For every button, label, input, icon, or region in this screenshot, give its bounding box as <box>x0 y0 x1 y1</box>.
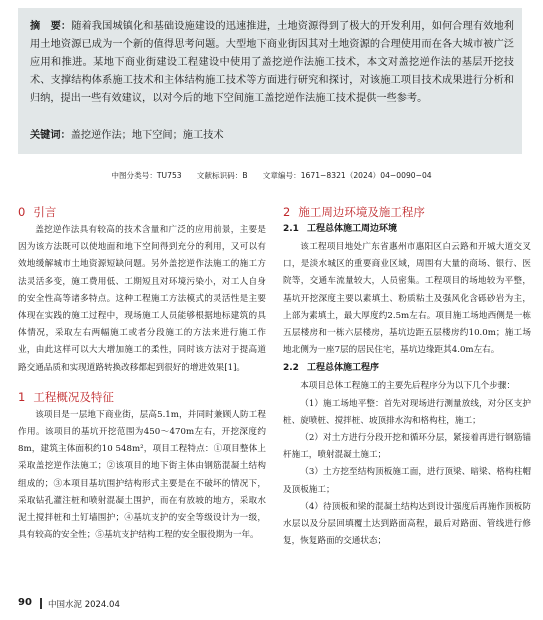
procedure-step: （4）待顶板和梁的混凝土结构达到设计强度后再施作顶板防水层以及分层回填覆土达到路面高程，最后对路面、管线进行修复，恢复路面的交通状态； <box>283 501 531 547</box>
keywords-label: 关键词： <box>30 130 71 141</box>
abstract <box>30 18 514 108</box>
section-0-title: 引言 <box>33 205 57 219</box>
procedure-step: （1）施工场地平整：首先对现场进行测量放线，对分区支护桩、旋喷桩、搅拌桩、坡顶排水沟和格构柱，施工； <box>283 398 531 426</box>
section-2-2-number: 2.2 <box>283 363 299 374</box>
procedure-step: （2）对土方进行分段开挖和循环分层，紧接着再进行钢筋锚杆施工，喷射混凝土施工； <box>283 433 531 461</box>
footer-divider <box>40 598 42 609</box>
section-2-1-number: 2.1 <box>283 224 299 234</box>
keywords <box>30 128 514 144</box>
spacer <box>18 377 266 389</box>
section-1-number: 1 <box>18 389 26 404</box>
keywords-text: 盖挖逆作法；地下空间；施工技术 <box>70 130 224 141</box>
intro-paragraph: 盖挖逆作法具有较高的技术含量和广泛的应用前景，主要是因为该方法既可以使地面和地下空间得到充分的利用，又可以有效地缓解城市土地资源短缺问题。另外盖挖逆作法施工的施工方法灵活多变，施工费用低、工期短且对环境污染小，对工人自身的安全性高等诸多特点。这种工程施工方法模式的灵活性是主要体现在实践的施工过程中，现场施工人员能够根据地标建筑的具体情况，采取左右两幅施工或者分段施工的方法来进行施工作业，由此这样可以大大增加施工的柔性，同时该方法对于提高道路交通品质和实现道路转换改移都起到很好的增进效果[1]。 <box>18 225 266 373</box>
page-footer <box>18 594 528 614</box>
section-0-heading <box>18 204 266 220</box>
section-2-1-heading <box>283 222 531 237</box>
classification-line: 中图分类号：TU753 文献标识码：B 文章编号：1671−8321（2024）04−0090−04 <box>111 171 432 180</box>
left-column <box>18 204 266 544</box>
section-2-title: 施工周边环境及施工程序 <box>298 205 425 219</box>
environment-paragraph: 该工程项目地处广东省惠州市惠阳区白云路和开城大道交叉口，是淡水城区的重要商业区域，周围有大量的商场、银行、医院等，交通车流量较大，人员密集。工程项目的场地较为平整，基坑开挖深度主要以素填土、粉质粘土及强风化含砾砂岩为主，上部为素填土，最大厚度约2.5m左右。项目施工场地西侧是一栋五层楼房和一栋六层楼房，基坑边距五层楼房约10.0m；施工场地北侧为一座7层的居民住宅，基坑边缘距其4.0m左右。 <box>283 242 531 356</box>
section-2-2-heading <box>283 361 531 376</box>
section-2-number: 2 <box>283 205 291 219</box>
procedure-step: （3）土方挖至结构顶板施工面，进行顶梁、暗梁、格构柱帽及顶板施工； <box>283 467 531 495</box>
journal-name: 中国水泥 2024.04 <box>48 600 120 610</box>
page-number: 90 <box>18 597 32 608</box>
procedure-intro: 本项目总体工程施工的主要先后程序分为以下几个步骤： <box>300 381 516 392</box>
section-1-heading <box>18 389 266 405</box>
section-2-1-title: 工程总体施工周边环境 <box>306 224 397 234</box>
section-2-heading <box>283 204 531 220</box>
overview-paragraph: 该项目是一层地下商业街，层高5.1m，并同时兼顾人防工程作用。该项目的基坑开挖范围为450～470m左右，开挖深度约8m，建筑主体面积约10 548m²，项目工程特点：①项目整体上采取盖挖逆作法施工；②该项目的地下街主体由钢筋混凝土结构组成的；③本项目基坑围护结构形式主要是在不破坏的情况下，采取钻孔灌注桩和喷射混凝土围护，而在有放坡的地方，采取水泥土搅拌桩和土钉墙围护；④基坑支护的安全等级设计为一级，具有较高的安全性；⑤基坑支护结构工程的安全服役期为一年。 <box>18 409 266 541</box>
abstract-label: 摘 要： <box>30 21 72 32</box>
section-1-title: 工程概况及特征 <box>33 389 114 404</box>
right-column <box>283 204 531 550</box>
section-0-number: 0 <box>18 205 26 219</box>
abstract-text: 随着我国城镇化和基础设施建设的迅速推进，土地资源得到了极大的开发利用，如何合理有效地利用土地资源已成为一个新的值得思考问题。大型地下商业街因其对土地资源的合理使用而在各大城市被广泛应用和推进。某地下商业街建设工程建设中使用了盖挖逆作法施工技术，本文对盖挖逆作法的基层开挖技术、支撑结构体系施工技术和主体结构施工技术等方面进行研究和探讨，对该施工项目技术成果进行分析和归纳，提出一些有效建议，以对今后的地下空间施工盖挖逆作法施工技术提供一些参考。 <box>30 21 514 104</box>
section-2-2-title: 工程总体施工程序 <box>306 363 379 374</box>
